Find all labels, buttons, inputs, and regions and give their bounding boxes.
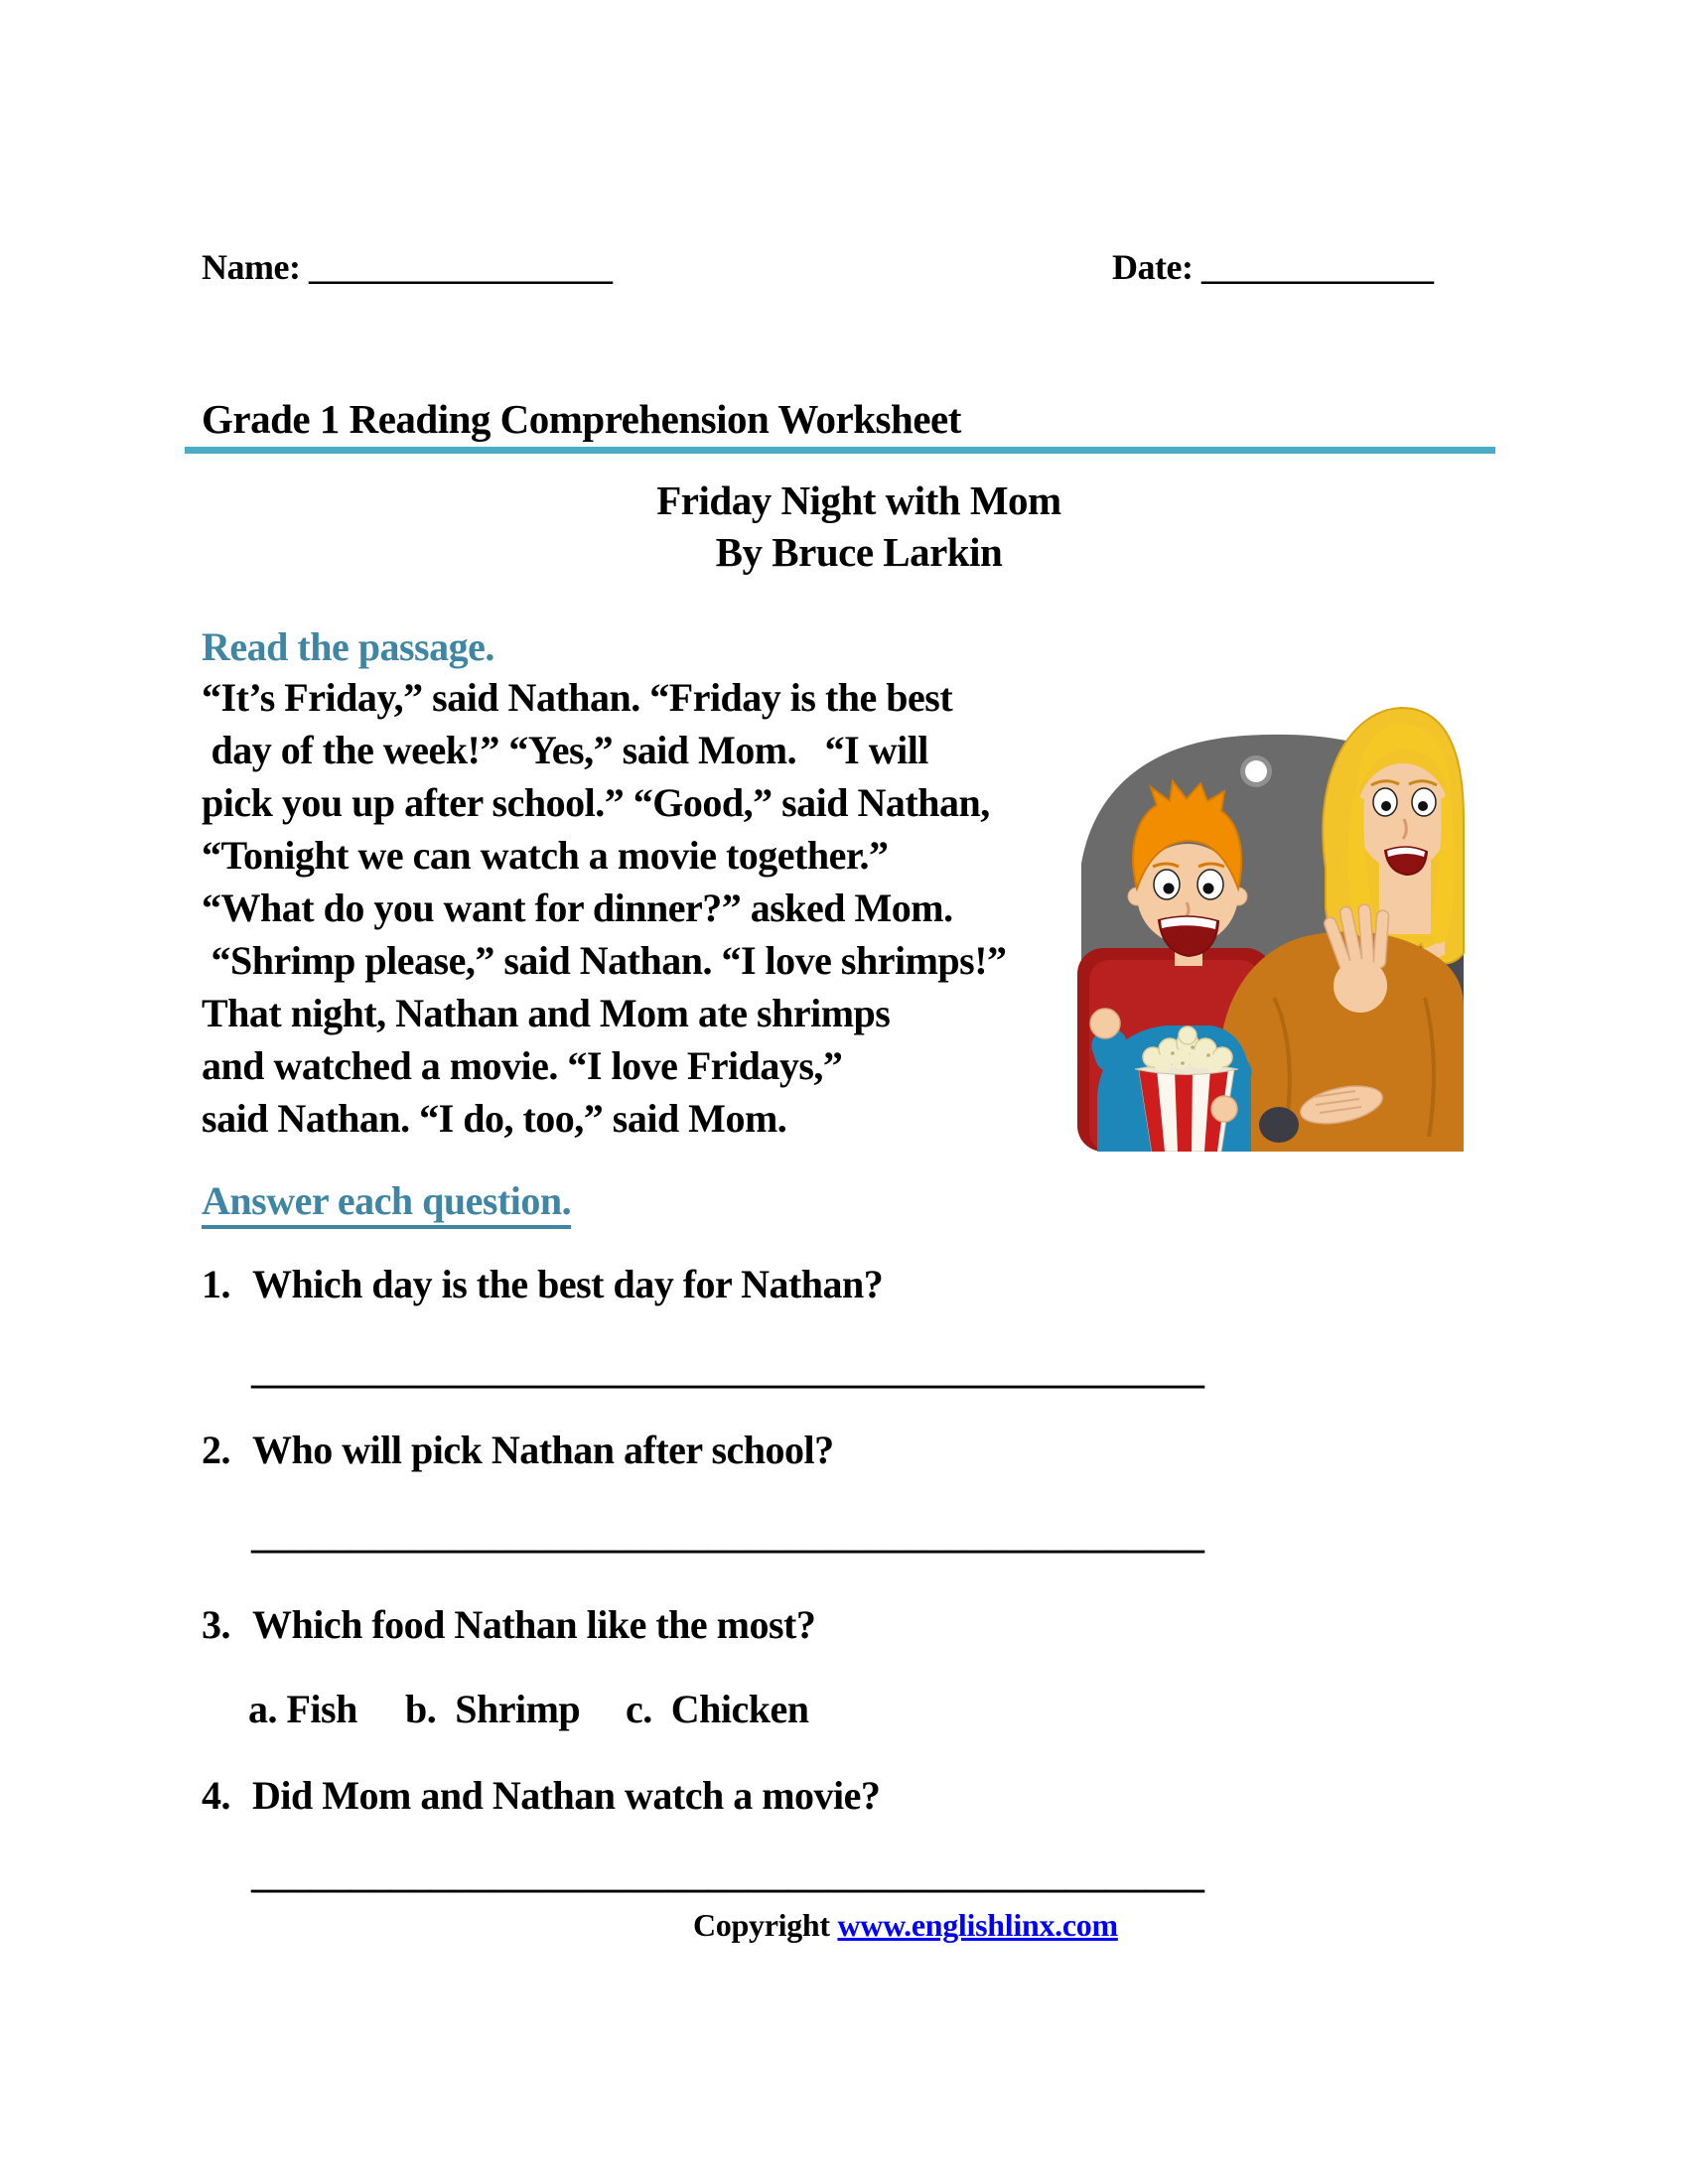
answer-line: ________________________________________________: [251, 1512, 1204, 1557]
story-author: By Bruce Larkin: [715, 529, 1003, 575]
passage-line: “What do you want for dinner?” asked Mom.: [202, 886, 953, 930]
name-blank: _________________: [308, 247, 613, 287]
question-text: Which day is the best day for Nathan?: [252, 1262, 884, 1306]
passage-line: “Shrimp please,” said Nathan. “I love shrimps!”: [202, 938, 1007, 983]
boy-hand: [1211, 1096, 1237, 1122]
answer-line: ________________________________________________: [251, 1347, 1204, 1392]
answer-line: ________________________________________________: [251, 1851, 1204, 1896]
question-number: 1.: [202, 1262, 230, 1306]
questions-heading: Answer each question.: [202, 1179, 571, 1229]
passage-line: said Nathan. “I do, too,” said Mom.: [202, 1096, 787, 1141]
passage-heading: Read the passage.: [202, 624, 494, 669]
question-item-1: [202, 1263, 883, 1306]
name-label: Name:: [202, 247, 301, 287]
question-number: 4.: [202, 1773, 230, 1818]
question-text: Which food Nathan like the most?: [252, 1602, 816, 1647]
title-rule: [185, 447, 1495, 454]
passage-line: and watched a movie. “I love Fridays,”: [202, 1043, 843, 1088]
question-text: Who will pick Nathan after school?: [252, 1428, 834, 1472]
passage-line: That night, Nathan and Mom ate shrimps: [202, 991, 891, 1035]
name-row: [202, 248, 613, 288]
option-b: b. Shrimp: [405, 1687, 581, 1731]
question-item-3: [202, 1603, 815, 1647]
story-title: Friday Night with Mom: [656, 478, 1061, 523]
passage-text: [202, 671, 1075, 1145]
passage-line: day of the week!” “Yes,” said Mom. “I will: [202, 728, 928, 772]
movie-night-illustration: [1075, 700, 1468, 1152]
copyright-link[interactable]: www.englishlinx.com: [837, 1907, 1118, 1943]
date-row: [1112, 248, 1434, 288]
copyright-label: Copyright: [693, 1907, 838, 1943]
copyright: [693, 1908, 1118, 1943]
drink-cup: [1259, 1107, 1299, 1143]
story-heading-block: [199, 475, 1519, 578]
passage-line: “It’s Friday,” said Nathan. “Friday is the best: [202, 675, 953, 720]
option-a: a. Fish: [248, 1687, 357, 1731]
question-number: 2.: [202, 1428, 230, 1472]
question-item-4: [202, 1774, 880, 1818]
date-label: Date:: [1112, 247, 1194, 287]
option-c: c. Chicken: [626, 1687, 809, 1731]
question-text: Did Mom and Nathan watch a movie?: [252, 1773, 881, 1818]
question-number: 3.: [202, 1602, 230, 1647]
passage-line: “Tonight we can watch a movie together.”: [202, 833, 889, 878]
questions-heading-wrap: [202, 1179, 571, 1229]
page-title: Grade 1 Reading Comprehension Worksheet: [202, 396, 961, 442]
question-item-2: [202, 1429, 834, 1472]
passage-line: pick you up after school.” “Good,” said Nathan,: [202, 780, 990, 825]
date-blank: _____________: [1200, 247, 1434, 287]
